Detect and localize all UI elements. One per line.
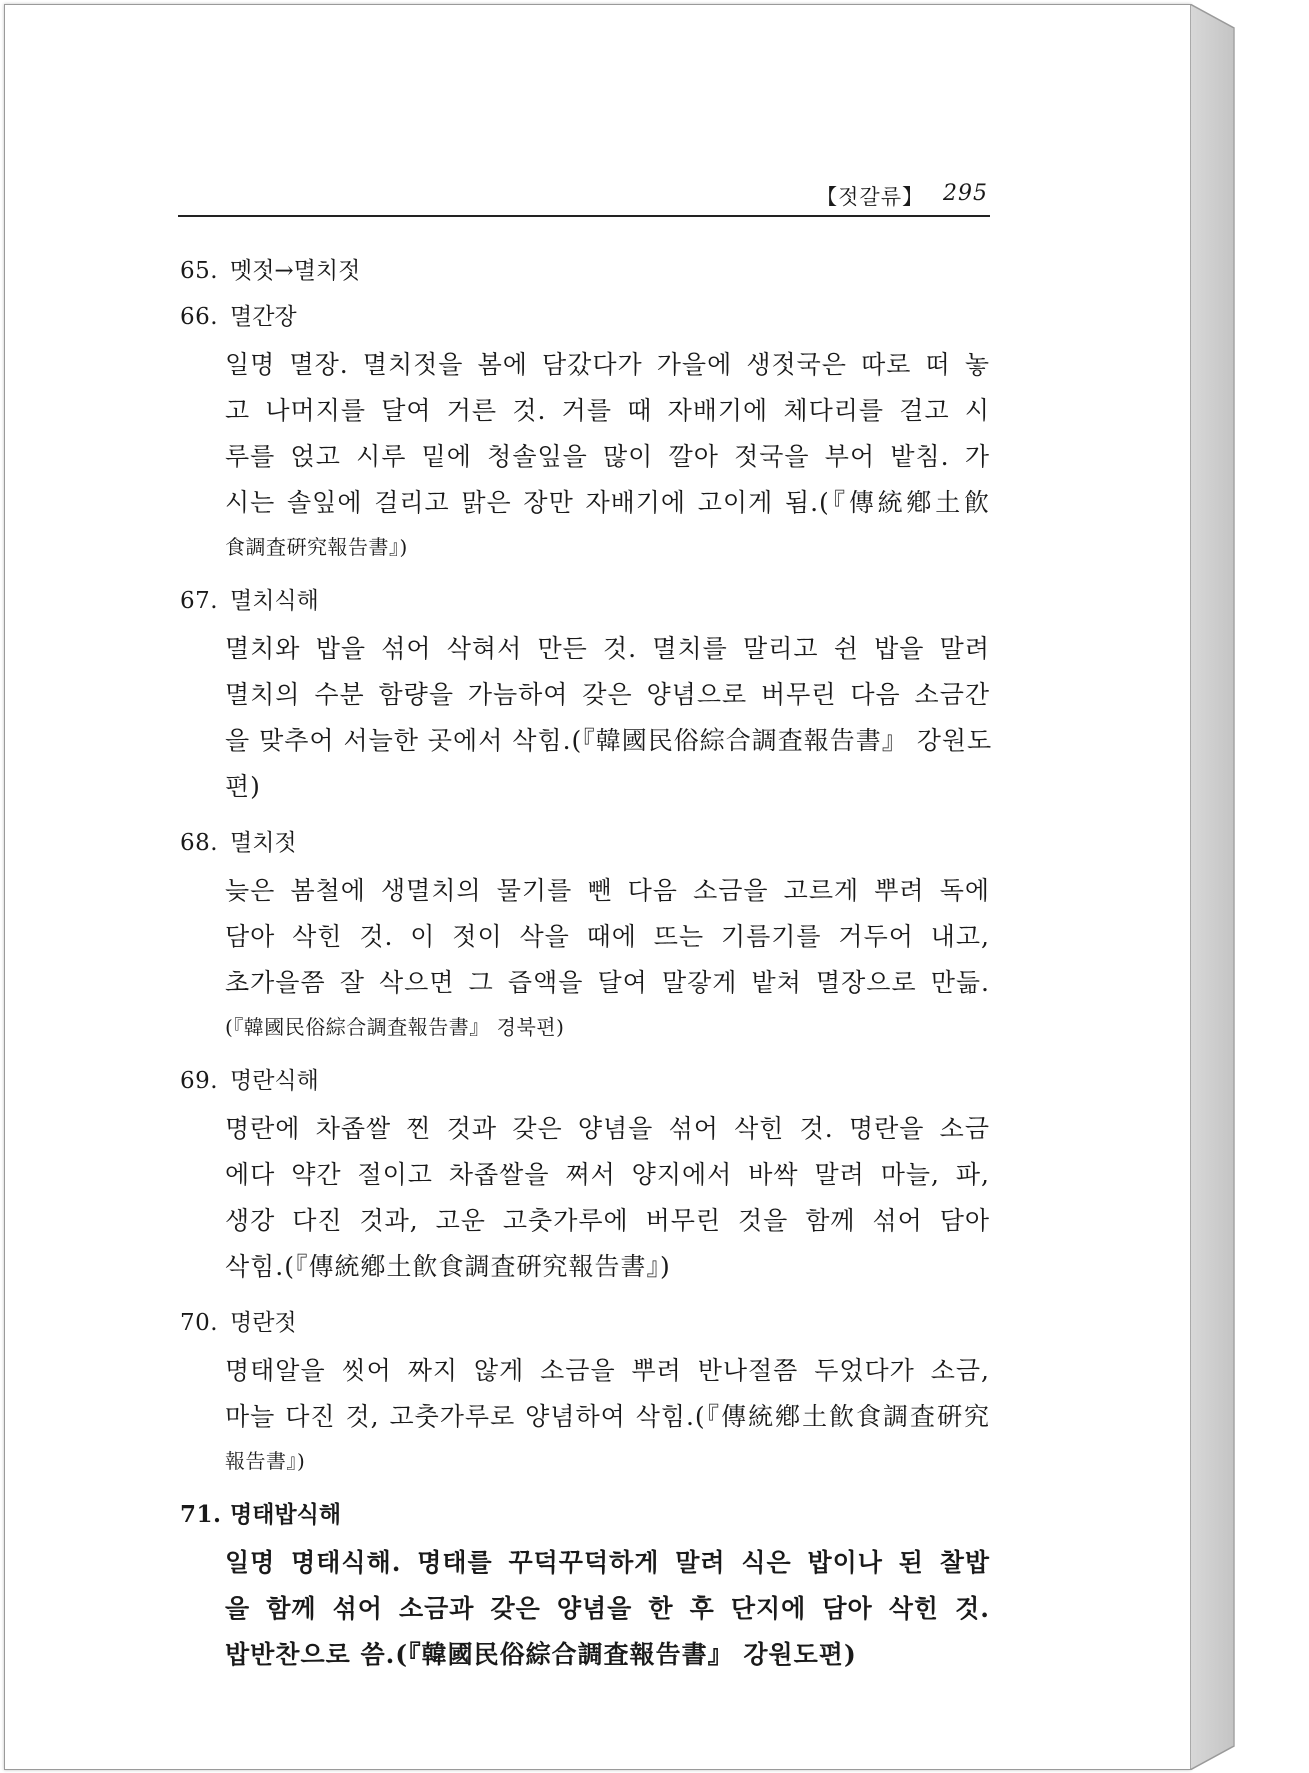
entry-title: 명태밥식해 [230, 1501, 342, 1528]
entry-number: 70. [180, 1310, 219, 1336]
body-line: 마늘 다진 것, 고춧가루로 양념하여 삭힘.(『傳統鄕土飮食調査硏究 [225, 1402, 990, 1431]
entry-title: 멸치식해 [230, 588, 319, 614]
entry-66 [180, 294, 990, 568]
entry-title: 멸간장 [230, 304, 297, 330]
entry-heading [180, 1058, 990, 1104]
entry-number: 71. [180, 1501, 222, 1528]
entry-number: 69. [180, 1068, 219, 1094]
body-line: 일명 멸장. 멸치젓을 봄에 담갔다가 가을에 생젓국은 따로 떠 놓 [225, 350, 990, 379]
book-page-edge [1190, 4, 1298, 1768]
body-line: 일명 명태식해. 명태를 꾸덕꾸덕하게 말려 식은 밥이나 된 찰밥 [225, 1548, 990, 1577]
running-header [178, 175, 990, 217]
entry-title: 멧젓→멸치젓 [230, 258, 361, 284]
page-number: 295 [943, 181, 988, 206]
entry-body [180, 1348, 990, 1482]
entry-68 [180, 820, 990, 1048]
book-page [4, 4, 1191, 1770]
body-line: 멸치와 밥을 섞어 삭혀서 만든 것. 멸치를 말리고 쉰 밥을 말려 [225, 634, 990, 663]
entry-list [180, 248, 993, 1688]
body-line: 생강 다진 것과, 고운 고춧가루에 버무린 것을 함께 섞어 담아 [225, 1206, 990, 1235]
entry-title: 명란젓 [230, 1310, 297, 1336]
body-line: 시는 솔잎에 걸리고 맑은 장만 자배기에 고이게 됨.(『傳統鄕土飮 [225, 488, 990, 517]
entry-body [180, 868, 990, 1048]
entry-number: 68. [180, 830, 219, 856]
entry-heading [180, 294, 990, 340]
entry-body [180, 1106, 990, 1290]
entry-65 [180, 248, 990, 294]
entry-heading [180, 820, 990, 866]
body-line: 고 나머지를 달여 거른 것. 거를 때 자배기에 체다리를 걸고 시 [225, 396, 990, 425]
body-line: 멸치의 수분 함량을 가늠하여 갖은 양념으로 버무린 다음 소금간 [225, 680, 990, 709]
entry-title: 멸치젓 [230, 830, 297, 856]
entry-heading [180, 248, 990, 294]
body-line: 편) [225, 772, 261, 801]
section-title: 【젓갈류】 [816, 185, 924, 209]
body-line: 을 맞추어 서늘한 곳에서 삭힘.(『韓國民俗綜合調査報告書』 강원도 [225, 726, 993, 755]
body-line: 루를 얹고 시루 밑에 청솔잎을 많이 깔아 젓국을 부어 밭침. 가 [225, 442, 990, 471]
body-line: 에다 약간 절이고 차좁쌀을 쪄서 양지에서 바싹 말려 마늘, 파, [225, 1160, 990, 1189]
body-line: 食調査硏究報告書』) [225, 535, 408, 559]
entry-title: 명란식해 [230, 1068, 319, 1094]
entry-number: 66. [180, 304, 219, 330]
body-line: 을 함께 섞어 소금과 갖은 양념을 한 후 단지에 담아 삭힌 것. [225, 1594, 990, 1623]
entry-heading [180, 578, 990, 624]
entry-71 [180, 1492, 990, 1678]
entry-heading [180, 1300, 990, 1346]
body-line: 삭힘.(『傳統鄕土飮食調査硏究報告書』) [225, 1252, 671, 1281]
body-line: 명태알을 씻어 짜지 않게 소금을 뿌려 반나절쯤 두었다가 소금, [225, 1356, 990, 1385]
body-line: 報告書』) [225, 1449, 306, 1473]
entry-body [180, 342, 990, 568]
body-line: 밥반찬으로 씀.(『韓國民俗綜合調査報告書』 강원도편) [225, 1640, 857, 1669]
entry-70 [180, 1300, 990, 1482]
entry-number: 65. [180, 258, 219, 284]
entry-number: 67. [180, 588, 219, 614]
entry-body [180, 1540, 990, 1678]
body-line: (『韓國民俗綜合調査報告書』 경북편) [225, 1015, 565, 1039]
page-edge-shape [1190, 4, 1298, 1770]
body-line: 담아 삭힌 것. 이 젓이 삭을 때에 뜨는 기름기를 거두어 내고, [225, 922, 990, 951]
entry-69 [180, 1058, 990, 1290]
body-line: 명란에 차좁쌀 찐 것과 갖은 양념을 섞어 삭힌 것. 명란을 소금 [225, 1114, 990, 1143]
entry-heading [180, 1492, 990, 1538]
entry-body [180, 626, 993, 810]
body-line: 초가을쯤 잘 삭으면 그 즙액을 달여 말갛게 밭쳐 멸장으로 만듦. [225, 968, 990, 997]
entry-67 [180, 578, 993, 810]
body-line: 늦은 봄철에 생멸치의 물기를 뺀 다음 소금을 고르게 뿌려 독에 [225, 876, 990, 905]
